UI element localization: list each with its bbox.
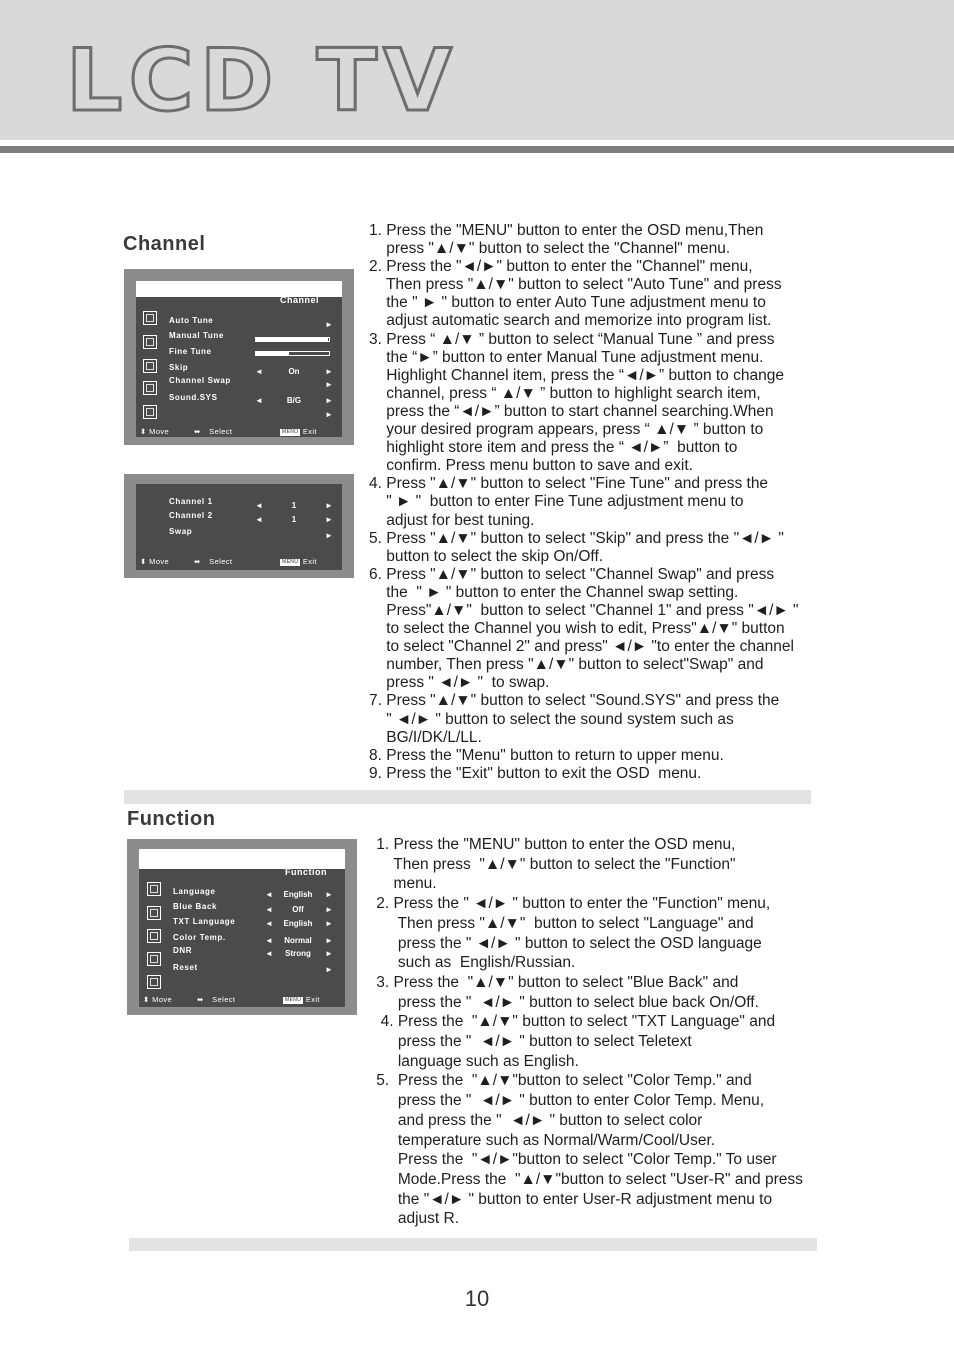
right-arrow-icon: ► [325, 380, 333, 389]
swap-item-channel-2[interactable]: Channel 2 [169, 511, 213, 520]
instruction-line: " ► " button to enter Fine Tune adjustment menu to [369, 493, 744, 511]
channel-2-value: 1 [291, 515, 297, 524]
right-arrow-icon: ► [325, 919, 333, 928]
instruction-line: number, Then press "▲/▼" button to select"Swap" and [369, 656, 764, 674]
instruction-line: and press the " ◄/► " button to select color [372, 1111, 703, 1129]
swap-item-channel-1[interactable]: Channel 1 [169, 497, 213, 506]
channel-instructions [369, 222, 799, 783]
instruction-line: 9. Press the "Exit" button to exit the OSD menu. [369, 764, 702, 782]
left-arrow-icon: ◄ [255, 501, 263, 510]
language-value: English [283, 890, 313, 899]
right-arrow-icon: ► [325, 936, 333, 945]
right-arrow-icon: ► [325, 515, 333, 524]
left-arrow-icon: ◄ [265, 936, 273, 945]
instruction-line: Press"▲/▼" button to select "Channel 1" and press "◄/► " [369, 601, 799, 619]
instruction-line: 2. Press the "◄/►" button to enter the "Channel" menu, [369, 258, 753, 276]
menu-item-sound-sys[interactable]: Sound.SYS [169, 393, 218, 402]
time-icon [143, 359, 157, 373]
up-down-icon: ⬍ [140, 557, 147, 566]
manual-tune-bar [255, 337, 330, 342]
instruction-line: 3. Press the "▲/▼" button to select "Blue Back" and [372, 973, 739, 991]
picture-icon [147, 882, 161, 896]
right-arrow-icon: ► [325, 905, 333, 914]
right-arrow-icon: ► [325, 949, 333, 958]
menu-item-channel-swap[interactable]: Channel Swap [169, 376, 231, 385]
instruction-line: press " ◄/► " to swap. [369, 674, 550, 692]
function-icon [147, 975, 161, 989]
left-arrow-icon: ◄ [265, 949, 273, 958]
time-icon [147, 929, 161, 943]
instruction-line: 5. Press the "▲/▼"button to select "Color Temp." and [372, 1072, 752, 1090]
menu-key-icon: MENU [285, 996, 302, 1003]
up-down-icon: ⬍ [143, 995, 150, 1004]
instruction-line: such as English/Russian. [372, 954, 576, 972]
instruction-line: press the " ◄/► " button to enter Color Temp. Menu, [372, 1092, 765, 1110]
menu-item-dnr[interactable]: DNR [173, 946, 193, 955]
menu-item-color-temp[interactable]: Color Temp. [173, 933, 226, 942]
menu-item-auto-tune[interactable]: Auto Tune [169, 316, 214, 325]
left-arrow-icon: ◄ [255, 396, 263, 405]
instruction-line: Then press "▲/▼" button to select "Language" and [372, 914, 754, 932]
instruction-line: to select "Channel 2" and press" ◄/► "to enter the channel [369, 638, 794, 656]
menu-item-reset[interactable]: Reset [173, 963, 198, 972]
left-arrow-icon: ◄ [255, 515, 263, 524]
instruction-line: Press the "◄/►"button to select "Color Temp." To user [372, 1151, 777, 1169]
footer-exit: Exit [302, 427, 317, 436]
skip-value: On [288, 367, 300, 376]
instruction-line: Mode.Press the "▲/▼"button to select "User-R" and press [372, 1170, 803, 1188]
separator-band [129, 1238, 817, 1251]
manual-tune-fill [256, 338, 328, 341]
left-right-icon: ⬌ [194, 557, 201, 566]
section-title-channel: Channel [123, 233, 206, 255]
instruction-line: " ◄/► " button to select the sound system such as [369, 710, 734, 728]
fine-tune-fill [256, 352, 289, 355]
separator-band [124, 790, 811, 804]
instruction-line: press the “◄/►” button to start channel searching.When [369, 402, 774, 420]
instruction-line: button to select the skip On/Off. [369, 547, 604, 565]
menu-item-txt-language[interactable]: TXT Language [173, 917, 236, 926]
instruction-line: Then press "▲/▼" button to select "Auto Tune" and press [369, 276, 782, 294]
instruction-line: 3. Press “ ▲/▼ ” button to select “Manual Tune ” and press [369, 330, 775, 348]
instruction-line: the “►” button to enter Manual Tune adjustment menu. [369, 348, 764, 366]
footer-move: Move [152, 995, 173, 1004]
instruction-line: press the " ◄/► " button to select Teletext [372, 1033, 692, 1051]
up-down-icon: ⬍ [140, 427, 147, 436]
sound-sys-value: B/G [286, 396, 302, 405]
instruction-line: BG/I/DK/L/LL. [369, 728, 482, 746]
menu-item-fine-tune[interactable]: Fine Tune [169, 347, 212, 356]
instruction-line: language such as English. [372, 1052, 579, 1070]
left-arrow-icon: ◄ [265, 919, 273, 928]
instruction-line: highlight store item and press the “ ◄/►” button to [369, 439, 738, 457]
instruction-line: 7. Press "▲/▼" button to select "Sound.SYS" and press the [369, 692, 780, 710]
footer-select: Select [209, 427, 233, 436]
function-instructions [372, 835, 803, 1229]
instruction-line: 1. Press the "MENU" button to enter the OSD menu, [372, 836, 736, 853]
right-arrow-icon: ► [325, 367, 333, 376]
right-arrow-icon: ► [325, 410, 333, 419]
instruction-line: press the " ◄/► " button to select the OSD language [372, 934, 762, 952]
instruction-line: Highlight Channel item, press the “◄/►” button to change [369, 366, 784, 384]
header-rule [0, 146, 954, 153]
fine-tune-bar [255, 351, 330, 356]
instruction-line: the "◄/► " button to enter User-R adjustment menu to [372, 1190, 773, 1208]
instruction-line: adjust automatic search and memorize into program list. [369, 312, 772, 330]
menu-item-blue-back[interactable]: Blue Back [173, 902, 218, 911]
instruction-line: Then press "▲/▼" button to select the "Function" [372, 855, 736, 873]
sound-icon [147, 906, 161, 920]
instruction-line: 2. Press the " ◄/► " button to enter the "Function" menu, [372, 895, 771, 913]
instruction-line: adjust for best tuning. [369, 511, 535, 529]
right-arrow-icon: ► [325, 396, 333, 405]
left-right-icon: ⬌ [194, 427, 201, 436]
left-arrow-icon: ◄ [255, 367, 263, 376]
dnr-value: Strong [285, 949, 311, 958]
instruction-line: adjust R. [372, 1210, 460, 1228]
footer-move: Move [149, 427, 170, 436]
right-arrow-icon: ► [325, 965, 333, 974]
footer-exit: Exit [305, 995, 320, 1004]
channel-osd-menu [124, 269, 354, 445]
function-icon [143, 405, 157, 419]
instruction-line: confirm. Press menu button to save and exit. [369, 457, 693, 475]
osd-title: Function [285, 867, 327, 877]
menu-key-icon: MENU [282, 428, 299, 435]
instruction-line: 4. Press the "▲/▼" button to select "TXT Language" and [372, 1013, 776, 1031]
section-title-function: Function [127, 808, 216, 830]
instruction-line: channel, press “ ▲/▼ ” button to highlight search item, [369, 384, 761, 402]
footer-select: Select [212, 995, 236, 1004]
instruction-line: to select the Channel you wish to edit, Press"▲/▼" button [369, 620, 785, 638]
instruction-line: the " ► " button to enter Auto Tune adjustment menu to [369, 294, 766, 312]
instruction-line: temperature such as Normal/Warm/Cool/User. [372, 1131, 716, 1149]
right-arrow-icon: ► [325, 320, 333, 329]
function-osd-menu [127, 839, 357, 1015]
lcd-tv-logo [66, 40, 466, 122]
menu-item-skip[interactable]: Skip [169, 363, 189, 372]
blue-back-value: Off [292, 905, 304, 914]
channel-1-value: 1 [291, 501, 297, 510]
right-arrow-icon: ► [325, 890, 333, 899]
instruction-line: your desired program appears, press “ ▲/▼ ” button to [369, 421, 764, 439]
left-arrow-icon: ◄ [265, 905, 273, 914]
instruction-line: press "▲/▼" button to select the "Channel" menu. [369, 240, 731, 258]
channel-swap-osd [124, 474, 354, 578]
osd-footer [140, 427, 169, 436]
menu-item-manual-tune[interactable]: Manual Tune [169, 331, 224, 340]
left-right-icon: ⬌ [197, 995, 204, 1004]
channel-icon [147, 952, 161, 966]
right-arrow-icon: ► [325, 531, 333, 540]
instruction-line: 6. Press "▲/▼" button to select "Channel Swap" and press [369, 565, 775, 583]
picture-icon [143, 311, 157, 325]
menu-key-icon: MENU [282, 558, 299, 565]
instruction-line: 8. Press the "Menu" button to return to upper menu. [369, 746, 724, 764]
swap-item-swap[interactable]: Swap [169, 527, 193, 536]
footer-move: Move [149, 557, 170, 566]
svg-text:LCD TV: LCD TV [66, 40, 458, 122]
menu-item-language[interactable]: Language [173, 887, 216, 896]
instruction-line: 4. Press "▲/▼" button to select "Fine Tune" and press the [369, 475, 769, 493]
instruction-line: press the " ◄/► " button to select blue back On/Off. [372, 993, 759, 1011]
color-temp-value: Normal [284, 936, 312, 945]
footer-exit: Exit [302, 557, 317, 566]
right-arrow-icon: ► [325, 501, 333, 510]
osd-title: Channel [280, 295, 320, 305]
instruction-line: the " ► " button to enter the Channel swap setting. [369, 583, 739, 601]
channel-icon [143, 381, 157, 395]
footer-select: Select [209, 557, 233, 566]
instruction-line: 5. Press "▲/▼" button to select "Skip" and press the "◄/► " [369, 529, 784, 547]
txt-language-value: English [283, 919, 313, 928]
instruction-line: 1. Press the "MENU" button to enter the OSD menu,Then [369, 222, 764, 239]
page-number: 10 [464, 1286, 490, 1311]
sound-icon [143, 335, 157, 349]
left-arrow-icon: ◄ [265, 890, 273, 899]
instruction-line: menu. [372, 875, 437, 893]
